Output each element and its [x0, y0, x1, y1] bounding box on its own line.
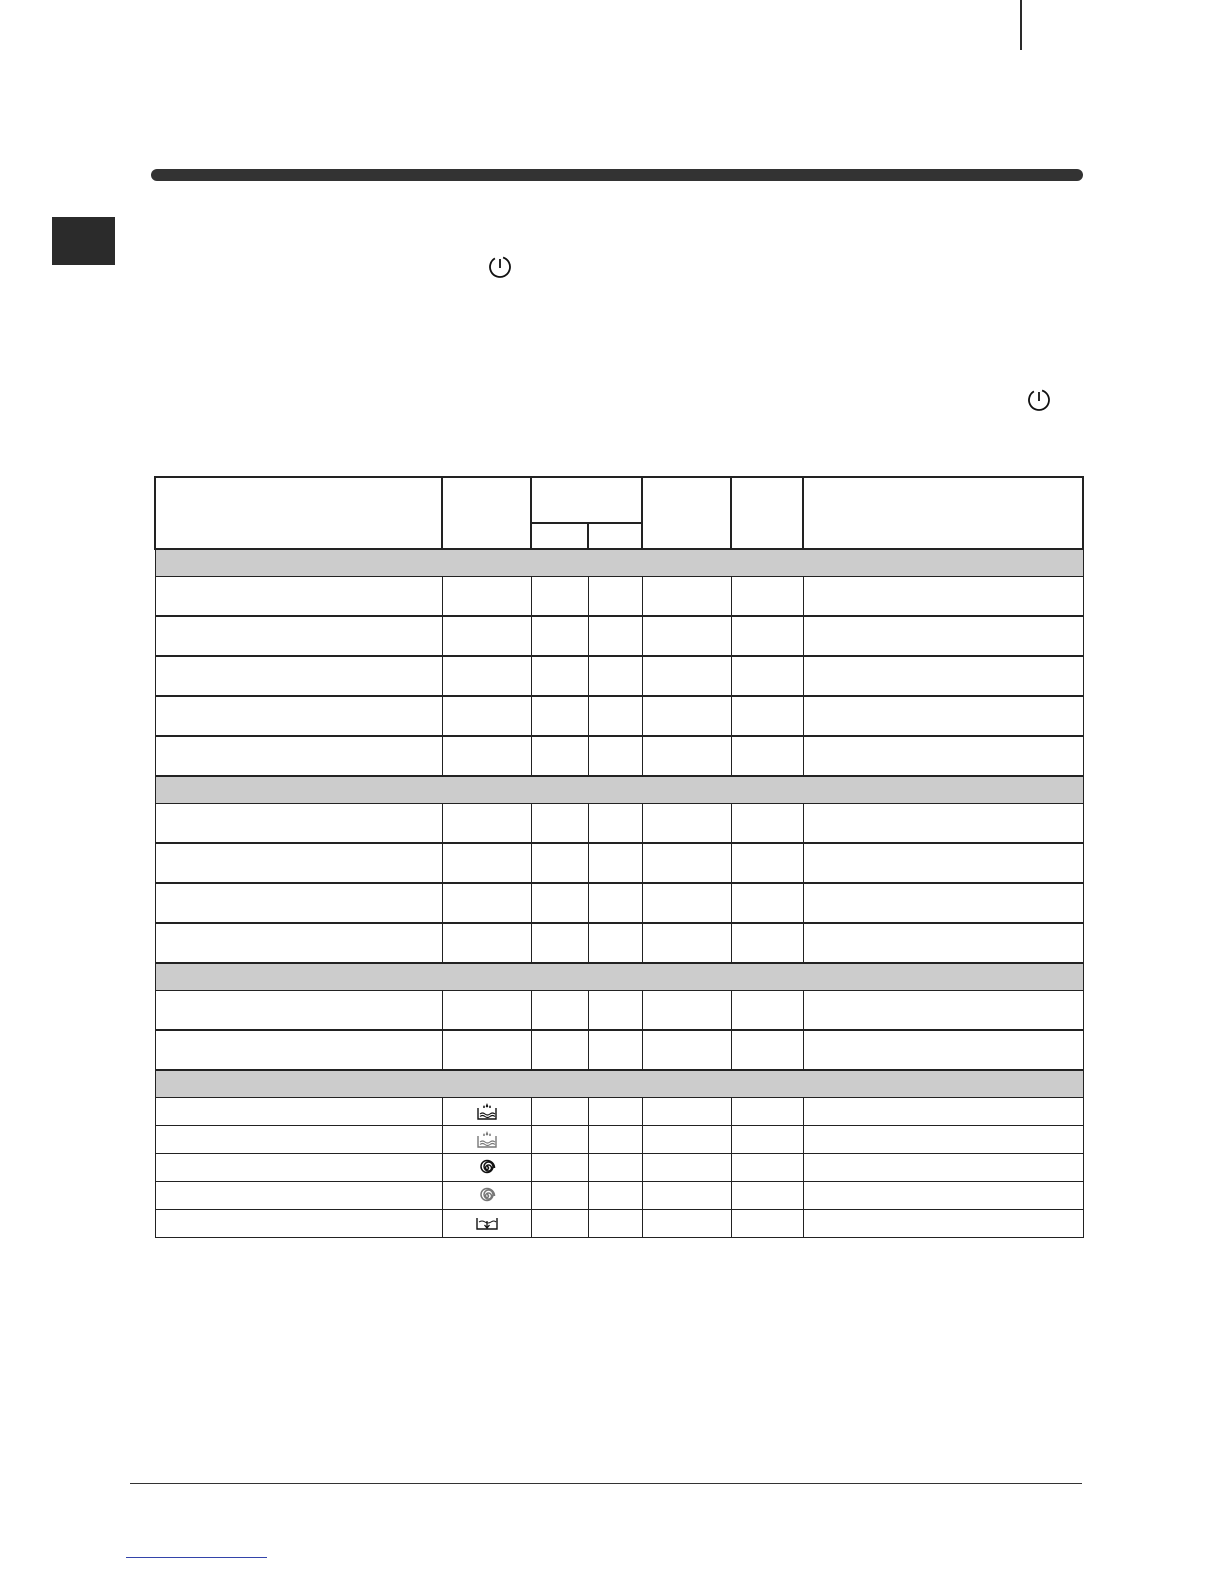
table-row: [155, 577, 1083, 617]
section-band-cell: [155, 1070, 1083, 1098]
table-cell: [155, 991, 442, 1031]
table-cell: [588, 656, 642, 696]
table-cell: [803, 1030, 1083, 1070]
table-cell: [442, 1098, 531, 1126]
table-cell: [155, 923, 442, 963]
table-cell: [731, 843, 803, 883]
table-cell: [155, 696, 442, 736]
table-row: [155, 1126, 1083, 1154]
table-row: [155, 923, 1083, 963]
table-row: [155, 804, 1083, 844]
table-cell: [155, 1030, 442, 1070]
table-cell: [731, 656, 803, 696]
table-cell: [803, 656, 1083, 696]
table-cell: [155, 736, 442, 776]
table-row: [155, 991, 1083, 1031]
table-row: [155, 1182, 1083, 1210]
table-cell: [155, 804, 442, 844]
table-header-row: [155, 477, 1083, 523]
table-cell: [642, 736, 731, 776]
table-cell: [531, 1182, 588, 1210]
table-cell: [442, 656, 531, 696]
table-cell: [731, 696, 803, 736]
table-cell: [588, 1210, 642, 1238]
section-band: [155, 963, 1083, 991]
table-cell: [531, 843, 588, 883]
table-cell: [731, 1210, 803, 1238]
table-cell: [155, 1210, 442, 1238]
table-cell: [531, 656, 588, 696]
table-row: [155, 883, 1083, 923]
table-cell: [588, 736, 642, 776]
table-cell: [731, 616, 803, 656]
table-cell: [588, 804, 642, 844]
table-row: [155, 696, 1083, 736]
table-cell: [803, 1154, 1083, 1182]
table-cell: [155, 1182, 442, 1210]
table-cell: [731, 1126, 803, 1154]
table-cell: [588, 923, 642, 963]
spin-gentle-icon: [443, 1186, 531, 1206]
header-cell: [588, 523, 642, 549]
table-cell: [442, 1126, 531, 1154]
table-cell: [803, 1098, 1083, 1126]
table-cell: [531, 1030, 588, 1070]
table-cell: [803, 696, 1083, 736]
drain-icon: [443, 1215, 531, 1233]
table-cell: [642, 991, 731, 1031]
table-cell: [588, 1030, 642, 1070]
table-cell: [442, 923, 531, 963]
table-cell: [442, 736, 531, 776]
table-cell: [803, 991, 1083, 1031]
table-cell: [531, 696, 588, 736]
table-cell: [731, 991, 803, 1031]
table-cell: [642, 616, 731, 656]
table-cell: [588, 577, 642, 617]
table-cell: [731, 923, 803, 963]
table-cell: [642, 1154, 731, 1182]
table-cell: [642, 1210, 731, 1238]
table-cell: [803, 736, 1083, 776]
header-cell: [531, 477, 642, 523]
table-cell: [442, 883, 531, 923]
header-cell: [803, 477, 1083, 549]
table-row: [155, 1098, 1083, 1126]
power-icon: [1026, 387, 1052, 413]
table-cell: [731, 1154, 803, 1182]
header-cell: [155, 477, 442, 549]
section-band-cell: [155, 963, 1083, 991]
table-cell: [155, 1098, 442, 1126]
language-tab: [52, 217, 115, 265]
table-cell: [442, 1182, 531, 1210]
crop-mark: [1020, 0, 1022, 50]
table-cell: [731, 804, 803, 844]
header-cell: [442, 477, 531, 549]
table-cell: [155, 577, 442, 617]
wash-programme-table: [154, 476, 1084, 1238]
table-cell: [588, 843, 642, 883]
table-row: [155, 616, 1083, 656]
table-cell: [642, 577, 731, 617]
section-band: [155, 1070, 1083, 1098]
table-cell: [588, 1182, 642, 1210]
table-cell: [531, 577, 588, 617]
section-band-cell: [155, 776, 1083, 804]
table-cell: [642, 1182, 731, 1210]
table-cell: [442, 804, 531, 844]
table-cell: [642, 696, 731, 736]
table-cell: [442, 1154, 531, 1182]
table-cell: [588, 616, 642, 656]
table-cell: [531, 736, 588, 776]
header-cell: [731, 477, 803, 549]
table-cell: [731, 1098, 803, 1126]
table-cell: [642, 1098, 731, 1126]
header-rule: [151, 169, 1083, 181]
footer-link-underline: [126, 1557, 267, 1558]
table-cell: [531, 1098, 588, 1126]
table-cell: [803, 883, 1083, 923]
table-cell: [731, 1182, 803, 1210]
table-cell: [442, 843, 531, 883]
table-cell: [531, 616, 588, 656]
table-cell: [155, 1154, 442, 1182]
table-cell: [731, 883, 803, 923]
table-cell: [588, 883, 642, 923]
table-cell: [642, 804, 731, 844]
section-band-cell: [155, 549, 1083, 577]
spin-icon: [443, 1158, 531, 1178]
table-cell: [803, 804, 1083, 844]
table-cell: [803, 923, 1083, 963]
power-icon: [487, 254, 513, 280]
table-cell: [442, 991, 531, 1031]
table-cell: [803, 1126, 1083, 1154]
table-cell: [731, 1030, 803, 1070]
table-cell: [588, 696, 642, 736]
table-cell: [155, 656, 442, 696]
table-cell: [731, 736, 803, 776]
table-cell: [531, 923, 588, 963]
table-cell: [442, 1210, 531, 1238]
table-cell: [155, 843, 442, 883]
table-cell: [442, 1030, 531, 1070]
footer-rule: [130, 1483, 1082, 1484]
table-row: [155, 1030, 1083, 1070]
table-cell: [531, 804, 588, 844]
header-cell: [531, 523, 588, 549]
table-cell: [531, 883, 588, 923]
table-cell: [442, 577, 531, 617]
table-cell: [642, 656, 731, 696]
table-cell: [642, 883, 731, 923]
table-cell: [155, 883, 442, 923]
table-cell: [642, 1030, 731, 1070]
table-cell: [442, 696, 531, 736]
table-row: [155, 1210, 1083, 1238]
table-cell: [531, 1210, 588, 1238]
section-band: [155, 549, 1083, 577]
table-cell: [588, 1126, 642, 1154]
table-cell: [803, 616, 1083, 656]
table-cell: [642, 923, 731, 963]
prewash-icon: [443, 1102, 531, 1122]
table-cell: [588, 1098, 642, 1126]
table-cell: [155, 616, 442, 656]
table-cell: [803, 843, 1083, 883]
table-cell: [588, 1154, 642, 1182]
table-cell: [588, 991, 642, 1031]
header-cell: [642, 477, 731, 549]
table-row: [155, 656, 1083, 696]
table-cell: [803, 577, 1083, 617]
table-cell: [531, 991, 588, 1031]
table-row: [155, 1154, 1083, 1182]
table-cell: [731, 577, 803, 617]
table-cell: [642, 1126, 731, 1154]
table-cell: [642, 843, 731, 883]
table-row: [155, 843, 1083, 883]
table-cell: [442, 616, 531, 656]
table-cell: [803, 1182, 1083, 1210]
rinse-icon: [443, 1130, 531, 1150]
table-cell: [531, 1126, 588, 1154]
table-cell: [803, 1210, 1083, 1238]
table-cell: [155, 1126, 442, 1154]
table-row: [155, 736, 1083, 776]
table-cell: [531, 1154, 588, 1182]
section-band: [155, 776, 1083, 804]
